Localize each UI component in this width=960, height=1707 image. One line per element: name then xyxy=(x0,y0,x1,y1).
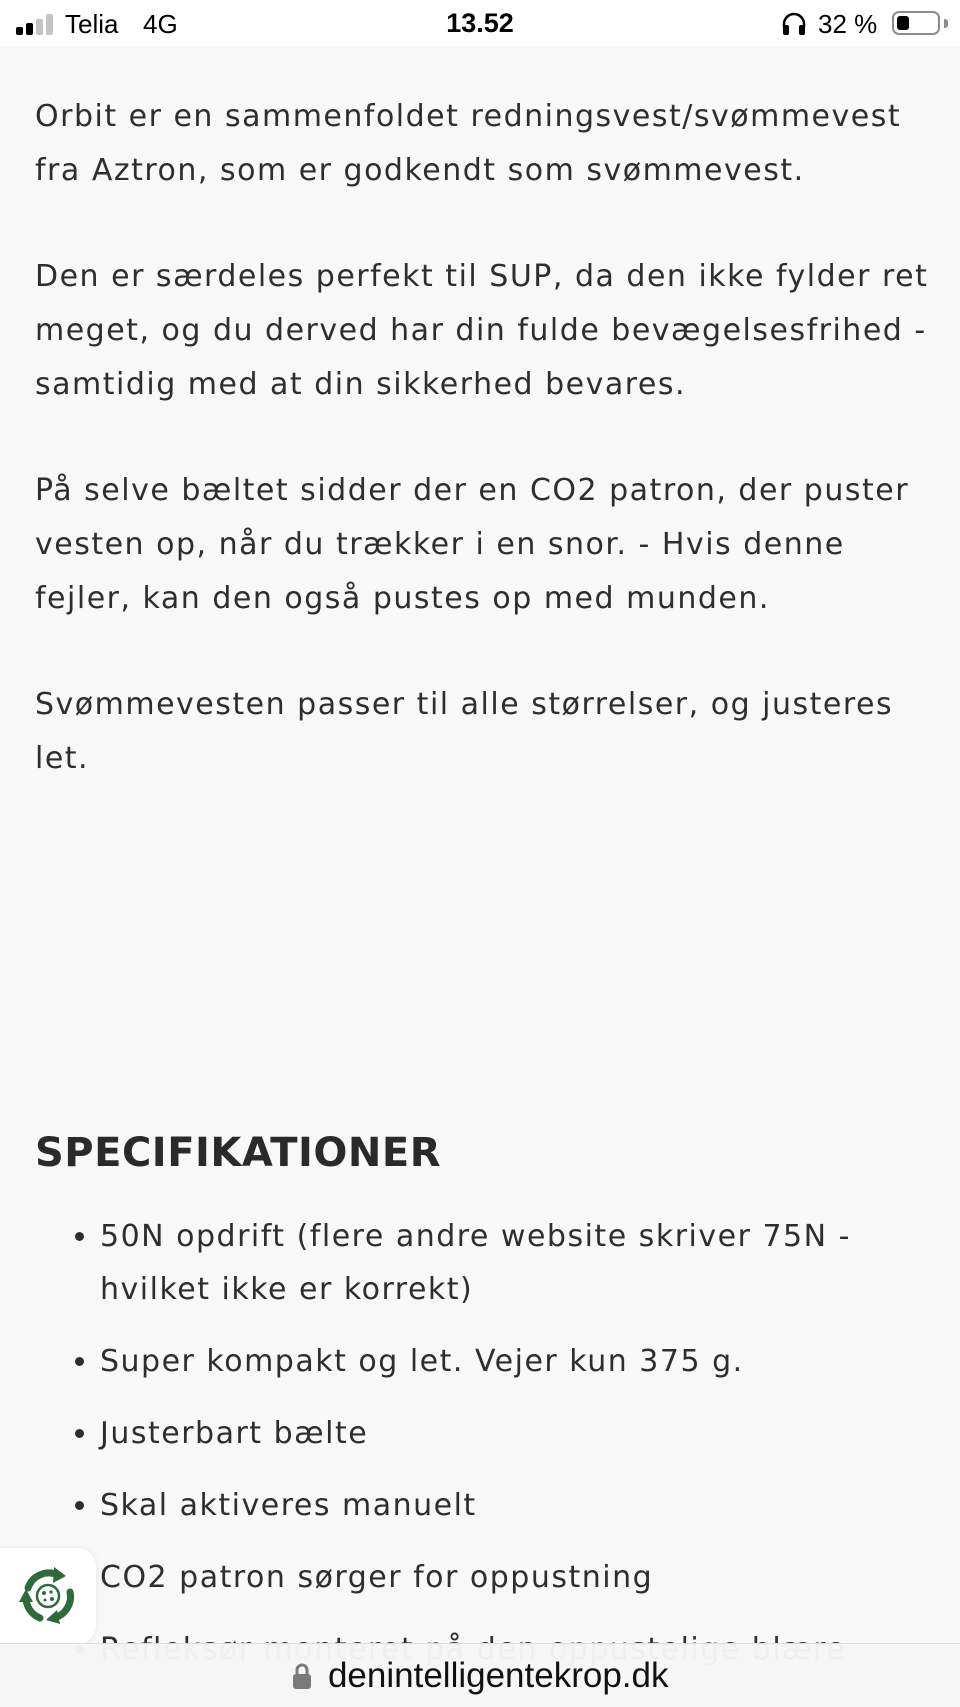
battery-tip xyxy=(944,19,948,28)
address-bar[interactable] xyxy=(0,1643,960,1707)
paragraph-sizes: Svømmevesten passer til alle størrelser, og justeres let. xyxy=(35,687,894,776)
recycle-badge-icon xyxy=(14,1562,82,1630)
spec-item: • Skal aktiveres manuelt xyxy=(100,1479,960,1532)
article-body xyxy=(35,90,935,838)
specs-heading: SPECIFIKATIONER xyxy=(35,1130,442,1176)
carrier-name: Telia xyxy=(65,9,119,39)
url-text[interactable]: denintelligentekrop.dk xyxy=(327,1656,669,1695)
network-type: 4G xyxy=(143,9,178,39)
paragraph-co2: På selve bæltet sidder der en CO2 patron, der puster vesten op, når du trækker i en snor. - Hvis denne fejler, kan den også pustes op med munden. xyxy=(35,473,910,616)
paragraph-sup: Den er særdeles perfekt til SUP, da den ikke fylder ret meget, og du derved har din fulde bevægelsesfrihed - samtidig med at din sikkerhed bevares. xyxy=(35,259,929,402)
paragraph-intro: Orbit er en sammenfoldet redningsvest/svømmevest fra Aztron, som er godkendt som svømmevest. xyxy=(35,99,902,188)
floating-badge[interactable] xyxy=(0,1548,96,1644)
address-content[interactable] xyxy=(0,1656,960,1696)
spec-item: • 50N opdrift (flere andre website skriver 75N - hvilket ikke er korrekt) xyxy=(100,1210,960,1316)
spec-item: • Super kompakt og let. Vejer kun 375 g. xyxy=(100,1335,960,1388)
battery-percent: 32 % xyxy=(818,9,878,39)
battery-icon xyxy=(892,11,940,35)
lock-icon xyxy=(292,1662,312,1690)
spec-item: • Justerbart bælte xyxy=(100,1407,960,1460)
clock: 13.52 xyxy=(446,8,514,38)
specs-list xyxy=(65,1210,960,1695)
battery-fill xyxy=(897,16,909,30)
headphones-icon xyxy=(781,12,807,36)
status-bar xyxy=(0,0,960,46)
spec-item: • CO2 patron sørger for oppustning xyxy=(100,1551,960,1604)
